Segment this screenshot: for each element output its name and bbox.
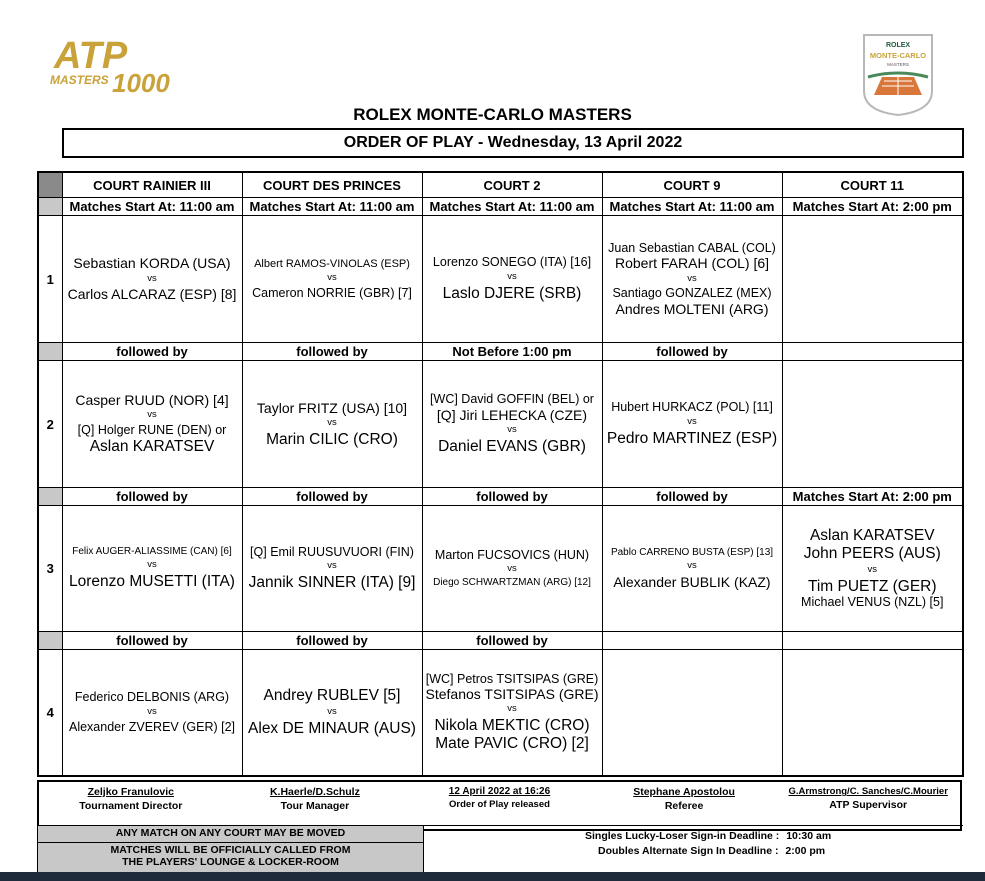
official-role: Order of Play released (449, 799, 550, 810)
match-cell (62, 650, 242, 776)
match-cell (422, 506, 602, 632)
separator-label (782, 632, 963, 650)
player-name: Albert RAMOS-VINOLAS (ESP) (254, 258, 410, 271)
player-name: [Q] Holger RUNE (DEN) or (77, 423, 227, 438)
start-time: Matches Start At: 11:00 am (62, 198, 242, 216)
singles-deadline (425, 827, 962, 842)
match-cell (422, 216, 602, 343)
player-name: [WC] Petros TSITSIPAS (GRE) (425, 671, 599, 686)
atp-logo-text: ATP (54, 35, 128, 77)
masters-logo-text: MASTERS (50, 73, 109, 87)
match-cell (602, 216, 782, 343)
vs-label: vs (687, 559, 697, 571)
player-name: Stefanos TSITSIPAS (GRE) (425, 686, 599, 703)
separator-label: followed by (242, 632, 422, 650)
match-cell (422, 650, 602, 776)
player-name: [Q] Emil RUUSUVUORI (FIN) (250, 544, 414, 559)
player-name: Sebastian KORDA (USA) (73, 255, 231, 272)
order-of-play-date: ORDER OF PLAY - Wednesday, 13 April 2022 (62, 128, 964, 158)
player-name: Marton FUCSOVICS (HUN) (434, 548, 590, 563)
official (776, 781, 961, 830)
row-number: 4 (38, 650, 62, 776)
player-name: Aslan KARATSEV (809, 527, 935, 545)
vs-label: vs (147, 272, 157, 284)
player-name: Pablo CARRENO BUSTA (ESP) [13] (610, 547, 774, 559)
separator-spacer (38, 488, 62, 506)
player-name: Hubert HURKACZ (POL) [11] (611, 400, 773, 415)
player-name: Nikola MEKTIC (CRO) (434, 717, 590, 735)
row-number: 1 (38, 216, 62, 343)
row-number: 3 (38, 506, 62, 632)
player-name: John PEERS (AUS) (803, 544, 941, 562)
player-name: [Q] Jiri LEHECKA (CZE) (436, 406, 588, 423)
separator-label: Matches Start At: 2:00 pm (782, 488, 963, 506)
match-cell (602, 506, 782, 632)
separator-label: followed by (62, 488, 242, 506)
officials-table (37, 780, 962, 831)
player-name: Lorenzo SONEGO (ITA) [16] (432, 255, 592, 270)
separator-spacer (38, 632, 62, 650)
match-row (38, 361, 963, 488)
match-cell (242, 650, 422, 776)
vs-label: vs (327, 271, 337, 283)
official-name: 12 April 2022 at 16:26 (448, 786, 551, 797)
player-name: Cameron NORRIE (GBR) [7] (252, 285, 412, 300)
vs-label: vs (507, 270, 517, 282)
player-name: Robert FARAH (COL) [6] (614, 255, 770, 272)
taskbar (0, 872, 985, 881)
match-cell (242, 506, 422, 632)
player-name: Pedro MARTINEZ (ESP) (606, 429, 778, 447)
official-role: Referee (664, 800, 704, 812)
row-number: 2 (38, 361, 62, 488)
doubles-deadline-time: 2:00 pm (785, 845, 826, 857)
player-name: Alexander ZVEREV (GER) [2] (68, 719, 236, 734)
start-times-row (38, 198, 963, 216)
separator-label: followed by (62, 343, 242, 361)
match-cell (782, 650, 963, 776)
player-name: Federico DELBONIS (ARG) (74, 690, 230, 705)
player-name: Santiago GONZALEZ (MEX) (612, 286, 772, 301)
match-cell (242, 216, 422, 343)
vs-label: vs (507, 423, 517, 435)
court-name: COURT 9 (602, 172, 782, 198)
page-title: ROLEX MONTE-CARLO MASTERS (353, 105, 632, 124)
separator-label: followed by (422, 488, 602, 506)
match-cell (62, 506, 242, 632)
court-name: COURT 11 (782, 172, 963, 198)
separator-row (38, 488, 963, 506)
singles-deadline-time: 10:30 am (786, 830, 832, 842)
official-name: K.Haerle/D.Schulz (269, 786, 360, 798)
player-name: Mate PAVIC (CRO) [2] (435, 734, 589, 752)
court-name: COURT RAINIER III (62, 172, 242, 198)
start-time: Matches Start At: 11:00 am (242, 198, 422, 216)
masters-1000-text: 1000 (112, 68, 170, 96)
official (592, 781, 777, 830)
player-name: Andrey RUBLEV [5] (263, 686, 401, 704)
official-role: ATP Supervisor (829, 799, 908, 811)
notice-called-line1: MATCHES WILL BE OFFICIALLY CALLED FROM (110, 844, 351, 856)
separator-label: followed by (242, 343, 422, 361)
official-name: Zeljko Franulovic (87, 786, 174, 798)
vs-label: vs (687, 415, 697, 427)
court-name: COURT 2 (422, 172, 602, 198)
vs-label: vs (327, 560, 337, 572)
match-cell (782, 361, 963, 488)
separator-label: Not Before 1:00 pm (422, 343, 602, 361)
atp-masters-1000-logo (44, 32, 184, 96)
vs-label: vs (327, 416, 337, 428)
logo-masters-text: MASTERS (887, 62, 909, 67)
separator-spacer (38, 343, 62, 361)
match-cell (422, 361, 602, 488)
notice-called-line2: THE PLAYERS' LOUNGE & LOCKER-ROOM (122, 856, 339, 868)
match-cell (62, 216, 242, 343)
match-cell (242, 361, 422, 488)
player-name: Tim PUETZ (GER) (807, 577, 937, 595)
vs-label: vs (147, 558, 157, 570)
separator-row (38, 343, 963, 361)
player-name: Jannik SINNER (ITA) [9] (248, 574, 416, 592)
separator-label (602, 632, 782, 650)
separator-row (38, 632, 963, 650)
official-name: Stephane Apostolou (633, 786, 735, 798)
player-name: Carlos ALCARAZ (ESP) [8] (67, 286, 237, 303)
logo-monte-carlo-text: MONTE-CARLO (869, 51, 927, 60)
vs-label: vs (147, 705, 157, 717)
official-role: Tour Manager (280, 800, 350, 812)
player-name: Felix AUGER-ALIASSIME (CAN) [6] (72, 546, 232, 558)
separator-label: followed by (602, 488, 782, 506)
vs-label: vs (687, 272, 697, 284)
match-cell (602, 361, 782, 488)
doubles-deadline-label: Doubles Alternate Sign In Deadline : (598, 845, 779, 857)
court-name: COURT DES PRINCES (242, 172, 422, 198)
player-name: Alexander BUBLIK (KAZ) (613, 573, 771, 590)
vs-label: vs (507, 563, 517, 575)
vs-label: vs (507, 703, 517, 715)
match-cell (602, 650, 782, 776)
singles-deadline-label: Singles Lucky-Loser Sign-in Deadline : (585, 830, 780, 842)
player-name: Taylor FRITZ (USA) [10] (256, 399, 408, 416)
start-time: Matches Start At: 11:00 am (422, 198, 602, 216)
deadlines (424, 826, 963, 874)
official (223, 781, 408, 830)
player-name: Andres MOLTENI (ARG) (615, 300, 769, 317)
match-cell (62, 361, 242, 488)
notices-table (37, 825, 963, 874)
match-row (38, 216, 963, 343)
separator-label: followed by (242, 488, 422, 506)
order-of-play-table (37, 171, 964, 777)
court-header-row (38, 172, 963, 198)
vs-label: vs (327, 705, 337, 717)
start-time: Matches Start At: 11:00 am (602, 198, 782, 216)
official (38, 781, 223, 830)
vs-label: vs (867, 563, 877, 575)
match-row (38, 506, 963, 632)
doubles-deadline (425, 842, 962, 857)
corner-cell (38, 172, 62, 198)
player-name: Laslo DJERE (SRB) (442, 284, 582, 302)
player-name: Daniel EVANS (GBR) (438, 437, 586, 455)
player-name: Lorenzo MUSETTI (ITA) (69, 572, 235, 590)
notice-called-from (38, 843, 424, 874)
match-cell (782, 216, 963, 343)
vs-label: vs (147, 409, 157, 421)
player-name: Alex DE MINAUR (AUS) (248, 719, 416, 737)
separator-label: followed by (62, 632, 242, 650)
player-name: Michael VENUS (NZL) [5] (801, 595, 944, 610)
player-name: Marin CILIC (CRO) (266, 430, 398, 448)
match-row (38, 650, 963, 776)
player-name: [WC] David GOFFIN (BEL) or (430, 392, 594, 407)
player-name: Aslan KARATSEV (89, 437, 215, 455)
start-spacer (38, 198, 62, 216)
official-name: G.Armstrong/C. Sanches/C.Mourier (788, 786, 948, 797)
player-name: Diego SCHWARTZMAN (ARG) [12] (433, 577, 591, 589)
match-cell (782, 506, 963, 632)
logo-rolex-text: ROLEX (885, 42, 911, 49)
player-name: Juan Sebastian CABAL (COL) (608, 241, 776, 256)
separator-label: followed by (602, 343, 782, 361)
start-time: Matches Start At: 2:00 pm (782, 198, 963, 216)
separator-label: followed by (422, 632, 602, 650)
player-name: Casper RUUD (NOR) [4] (75, 392, 229, 409)
official-role: Tournament Director (79, 800, 183, 812)
official (407, 781, 592, 830)
notice-matches-moved: ANY MATCH ON ANY COURT MAY BE MOVED (38, 826, 424, 843)
separator-label (782, 343, 963, 361)
